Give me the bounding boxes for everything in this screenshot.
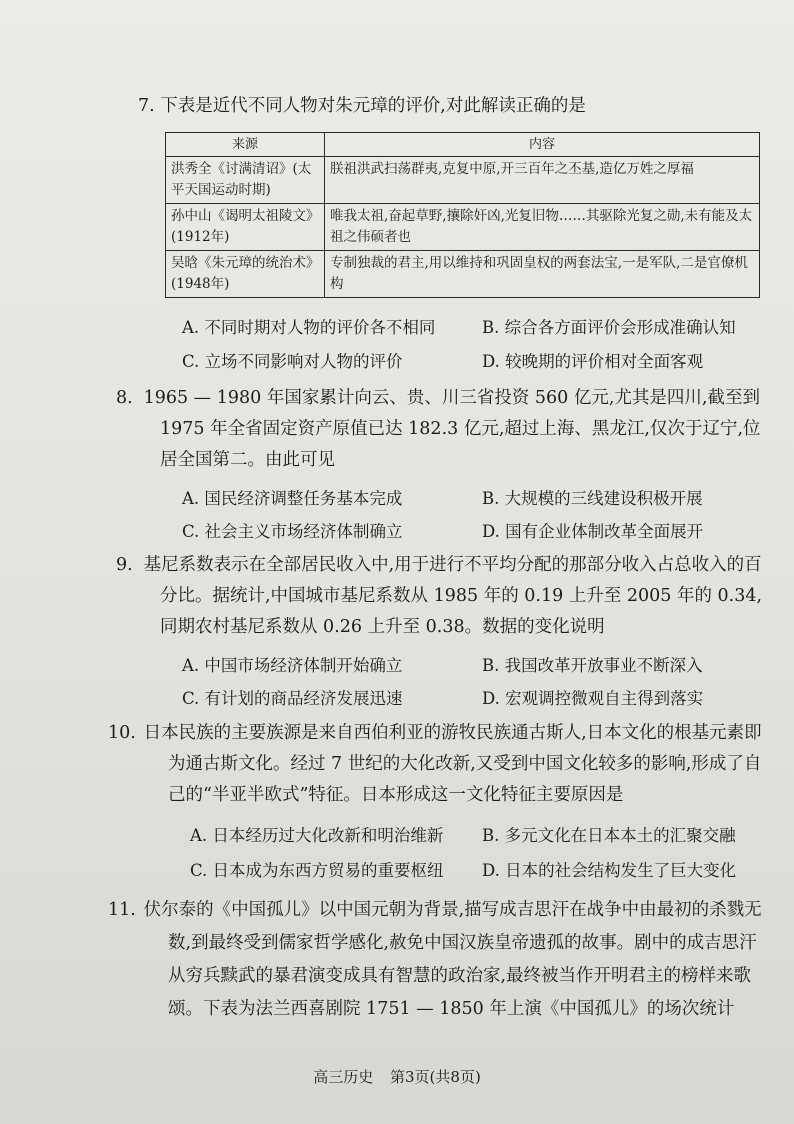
question-7-table	[165, 132, 760, 298]
option-b[interactable]: B. 综合各方面评价会形成准确认知	[482, 318, 736, 337]
option-a[interactable]: A. 中国市场经济体制开始确立	[182, 656, 403, 675]
footer-page-number: 第3页(共8页)	[390, 1068, 481, 1086]
table-row	[166, 251, 760, 298]
option-b[interactable]: B. 多元文化在日本本土的汇聚交融	[482, 826, 736, 845]
table-cell-source: 吴晗《朱元璋的统治术》(1948年)	[166, 251, 325, 298]
table-cell-content: 朕祖洪武扫荡群夷,克复中原,开三百年之丕基,造亿万姓之厚福	[325, 157, 760, 204]
question-9-text: 基尼系数表示在全部居民收入中,用于进行不平均分配的那部分收入占总收入的百分比。据统计,中国城市基尼系数从 1985 年的 0.19 上升至 2005 年的 0.34,同期农村基尼系数从 0.26 上升至 0.38。数据的变化说明	[143, 555, 763, 637]
footer-subject: 高三历史	[313, 1068, 374, 1086]
option-d[interactable]: D. 日本的社会结构发生了巨大变化	[482, 861, 737, 880]
table-cell-source: 洪秀全《讨满清诏》(太平天国运动时期)	[166, 157, 325, 204]
page-footer	[0, 1066, 794, 1087]
table-row	[166, 204, 760, 251]
question-11-text: 伏尔泰的《中国孤儿》以中国元朝为背景,描写成吉思汗在战争中由最初的杀戮无数,到最终受到儒家哲学感化,赦免中国汉族皇帝遗孤的故事。剧中的成吉思汗从穷兵黩武的暴君演变成具有智慧的政治家,最终被当作开明君主的榜样来歌颂。下表为法兰西喜剧院 1751 — 1850 年上演《中国孤儿》的场次统计	[143, 900, 762, 1019]
table-header-source: 来源	[166, 133, 325, 157]
table-header-content: 内容	[325, 133, 760, 157]
option-d[interactable]: D. 宏观调控微观自主得到落实	[482, 689, 704, 708]
table-row	[166, 157, 760, 204]
option-a[interactable]: A. 不同时期对人物的评价各不相同	[182, 318, 436, 337]
option-c[interactable]: C. 立场不同影响对人物的评价	[182, 352, 403, 371]
question-10: 10. 日本民族的主要族源是来自西伯利亚的游牧民族通古斯人,日本文化的根基元素即为通古斯文化。经过 7 世纪的大化改新,又受到中国文化较多的影响,形成了自己的“半亚半欧式”特征。日本形成这一文化特征主要原因是	[108, 723, 762, 805]
question-11: 11. 伏尔泰的《中国孤儿》以中国元朝为背景,描写成吉思汗在战争中由最初的杀戮无数,到最终受到儒家哲学感化,赦免中国汉族皇帝遗孤的故事。剧中的成吉思汗从穷兵黩武的暴君演变成具有智慧的政治家,最终被当作开明君主的榜样来歌颂。下表为法兰西喜剧院 1751 — 1850 年上演《中国孤儿》的场次统计	[108, 900, 762, 1019]
table-cell-source: 孙中山《谒明太祖陵文》(1912年)	[166, 204, 325, 251]
question-10-text: 日本民族的主要族源是来自西伯利亚的游牧民族通古斯人,日本文化的根基元素即为通古斯文化。经过 7 世纪的大化改新,又受到中国文化较多的影响,形成了自己的“半亚半欧式”特征。日本形成这一文化特征主要原因是	[143, 723, 762, 805]
option-c[interactable]: C. 有计划的商品经济发展迅速	[182, 689, 403, 708]
question-9: 9. 基尼系数表示在全部居民收入中,用于进行不平均分配的那部分收入占总收入的百分比。据统计,中国城市基尼系数从 1985 年的 0.19 上升至 2005 年的 0.34,同期农村基尼系数从 0.26 上升至 0.38。数据的变化说明	[116, 555, 763, 637]
option-a[interactable]: A. 国民经济调整任务基本完成	[182, 489, 403, 508]
option-c[interactable]: C. 日本成为东西方贸易的重要枢纽	[190, 861, 444, 880]
question-7	[138, 92, 768, 121]
option-b[interactable]: B. 大规模的三线建设积极开展	[482, 489, 703, 508]
option-a[interactable]: A. 日本经历过大化改新和明治维新	[190, 826, 444, 845]
table-header-row	[166, 133, 760, 157]
question-8-text: 1965 — 1980 年国家累计向云、贵、川三省投资 560 亿元,尤其是四川,截至到 1975 年全省固定资产原值已达 182.3 亿元,超过上海、黑龙江,仅次于辽宁,位居全国第二。由此可见	[143, 388, 761, 470]
table-cell-content: 专制独裁的君主,用以维持和巩固皇权的两套法宝,一是军队,二是官僚机构	[325, 251, 760, 298]
option-c[interactable]: C. 社会主义市场经济体制确立	[182, 522, 403, 541]
option-d[interactable]: D. 较晚期的评价相对全面客观	[482, 352, 704, 371]
question-8: 8. 1965 — 1980 年国家累计向云、贵、川三省投资 560 亿元,尤其是四川,截至到 1975 年全省固定资产原值已达 182.3 亿元,超过上海、黑龙江,仅次于辽宁,位居全国第二。由此可见	[116, 388, 761, 470]
option-b[interactable]: B. 我国改革开放事业不断深入	[482, 656, 703, 675]
table-cell-content: 唯我太祖,奋起草野,攘除奸凶,光复旧物……其驱除光复之勋,未有能及太祖之伟硕者也	[325, 204, 760, 251]
option-d[interactable]: D. 国有企业体制改革全面展开	[482, 522, 704, 541]
question-7-text: 7. 下表是近代不同人物对朱元璋的评价,对此解读正确的是	[138, 96, 586, 116]
